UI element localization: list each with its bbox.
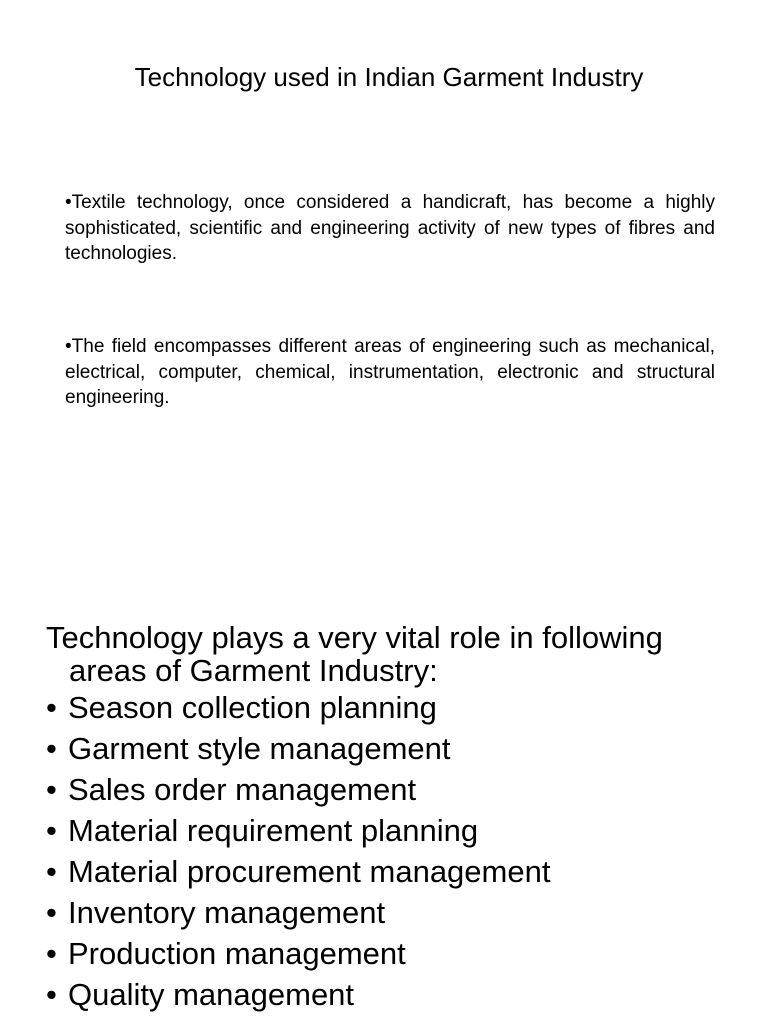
bullet-icon: • [46, 772, 57, 807]
paragraph-engineering-fields: •The field encompasses different areas of engineering such as mechanical, electrical, computer, chemical, instrumentation, electronic and structural engineering. [65, 336, 715, 408]
list-item-label: Material requirement planning [68, 813, 479, 848]
list-item-label: Season collection planning [68, 690, 437, 725]
bullet-icon: • [46, 690, 57, 725]
bullet-icon: • [46, 854, 57, 889]
list-item [46, 810, 746, 851]
list-item [46, 933, 746, 974]
areas-list [46, 687, 746, 1015]
list-item [46, 769, 746, 810]
list-item [46, 892, 746, 933]
paragraph-textile-technology: •Textile technology, once considered a handicraft, has become a highly sophisticated, scientific and engineering activity of new types of fibres and technologies. [65, 192, 715, 264]
list-item [46, 687, 746, 728]
list-item [46, 728, 746, 769]
list-item-label: Garment style management [68, 731, 451, 766]
bullet-icon: • [46, 813, 57, 848]
bullet-icon: • [46, 936, 57, 971]
list-item [46, 851, 746, 892]
areas-intro: Technology plays a very vital role in following areas of Garment Industry: [46, 620, 663, 688]
bullet-icon: • [46, 895, 57, 930]
bullet-icon: • [46, 977, 57, 1012]
list-item [46, 974, 746, 1015]
list-item-label: Inventory management [68, 895, 386, 930]
list-item-label: Sales order management [68, 772, 417, 807]
bullet-icon: • [46, 731, 57, 766]
page-title: Technology used in Indian Garment Industry [134, 62, 644, 92]
list-item-label: Production management [68, 936, 406, 971]
list-item-label: Material procurement management [68, 854, 551, 889]
technology-areas-section [46, 621, 746, 1015]
list-item-label: Quality management [68, 977, 355, 1012]
